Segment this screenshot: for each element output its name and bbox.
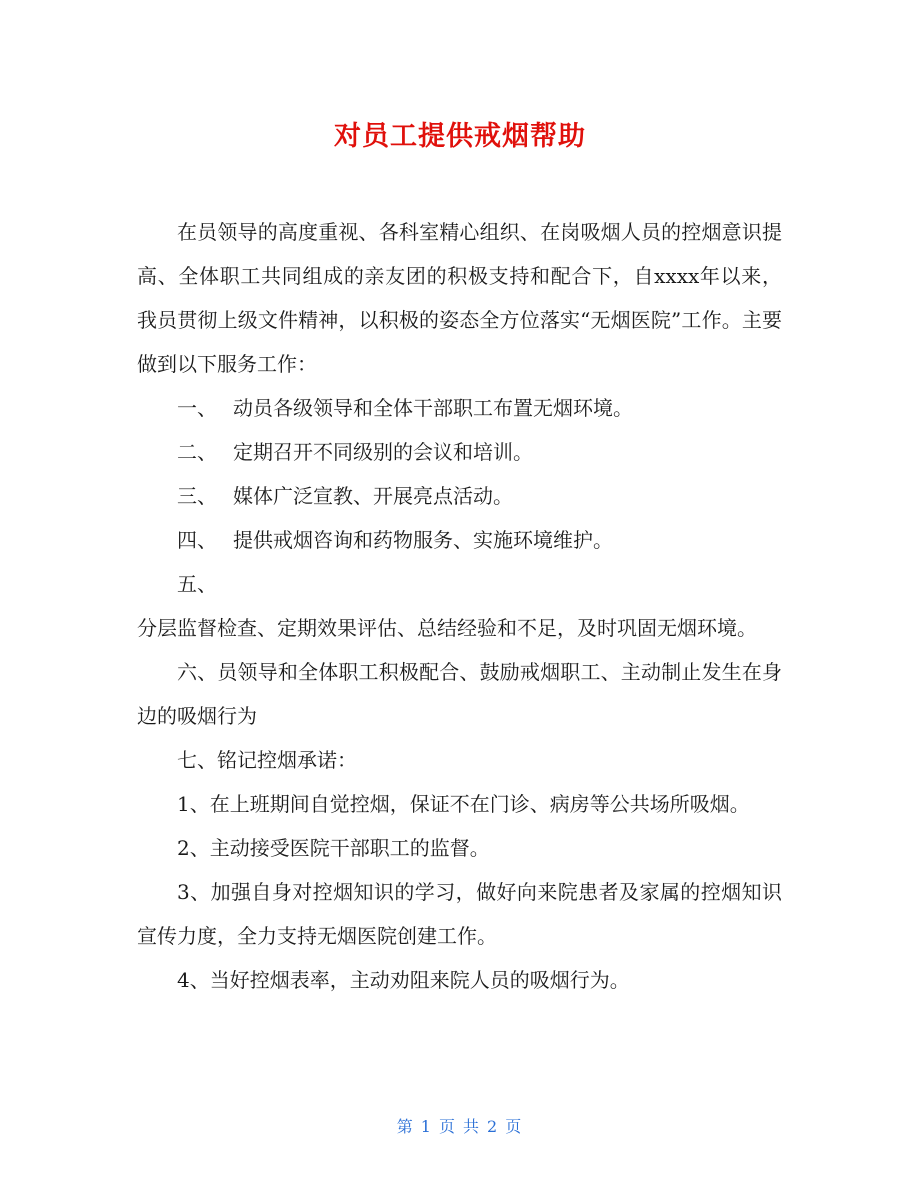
list-item	[137, 386, 782, 430]
list-item-five-text: 分层监督检查、定期效果评估、总结经验和不足，及时巩固无烟环境。	[137, 616, 757, 640]
list-item-number: 一、	[177, 396, 217, 420]
list-item-six: 六、员领导和全体职工积极配合、鼓励戒烟职工、主动制止发生在身边的吸烟行为	[137, 660, 782, 728]
footer-total-pages: 2	[487, 1117, 500, 1136]
list-item-number: 三、	[177, 484, 217, 508]
list-item-number: 四、	[177, 528, 217, 552]
pledge-item: 2、主动接受医院干部职工的监督。	[177, 836, 490, 860]
list-item-seven: 七、铭记控烟承诺：	[177, 748, 357, 772]
list-item-number-only: 五、	[177, 572, 217, 596]
document-title: 对员工提供戒烟帮助	[334, 121, 586, 152]
list-item	[137, 474, 782, 518]
document-body	[137, 210, 782, 1002]
footer-suffix: 页	[505, 1117, 524, 1136]
list-item-text: 动员各级领导和全体干部职工布置无烟环境。	[233, 396, 633, 420]
footer-total-word: 共	[463, 1117, 482, 1136]
list-item	[137, 430, 782, 474]
list-item-text: 媒体广泛宣教、开展亮点活动。	[233, 484, 513, 508]
list-item-text: 定期召开不同级别的会议和培训。	[233, 440, 533, 464]
pledge-item: 1、在上班期间自觉控烟，保证不在门诊、病房等公共场所吸烟。	[177, 792, 750, 816]
page-number-footer	[0, 1114, 920, 1137]
list-item-number: 二、	[177, 440, 217, 464]
pledge-item: 3、加强自身对控烟知识的学习，做好向来院患者及家属的控烟知识宣传力度，全力支持无烟医院创建工作。	[137, 880, 782, 948]
intro-paragraph: 在员领导的高度重视、各科室精心组织、在岗吸烟人员的控烟意识提高、全体职工共同组成的亲友团的积极支持和配合下，自xxxx年以来，我员贯彻上级文件精神，以积极的姿态全方位落实“无烟医院”工作。主要做到以下服务工作：	[137, 220, 782, 376]
pledge-item: 4、当好控烟表率，主动劝阻来院人员的吸烟行为。	[177, 968, 630, 992]
list-item	[137, 518, 782, 562]
footer-page-word: 页	[438, 1117, 457, 1136]
footer-current-page: 1	[420, 1117, 433, 1136]
list-item-text: 提供戒烟咨询和药物服务、实施环境维护。	[233, 528, 613, 552]
footer-prefix: 第	[396, 1117, 415, 1136]
